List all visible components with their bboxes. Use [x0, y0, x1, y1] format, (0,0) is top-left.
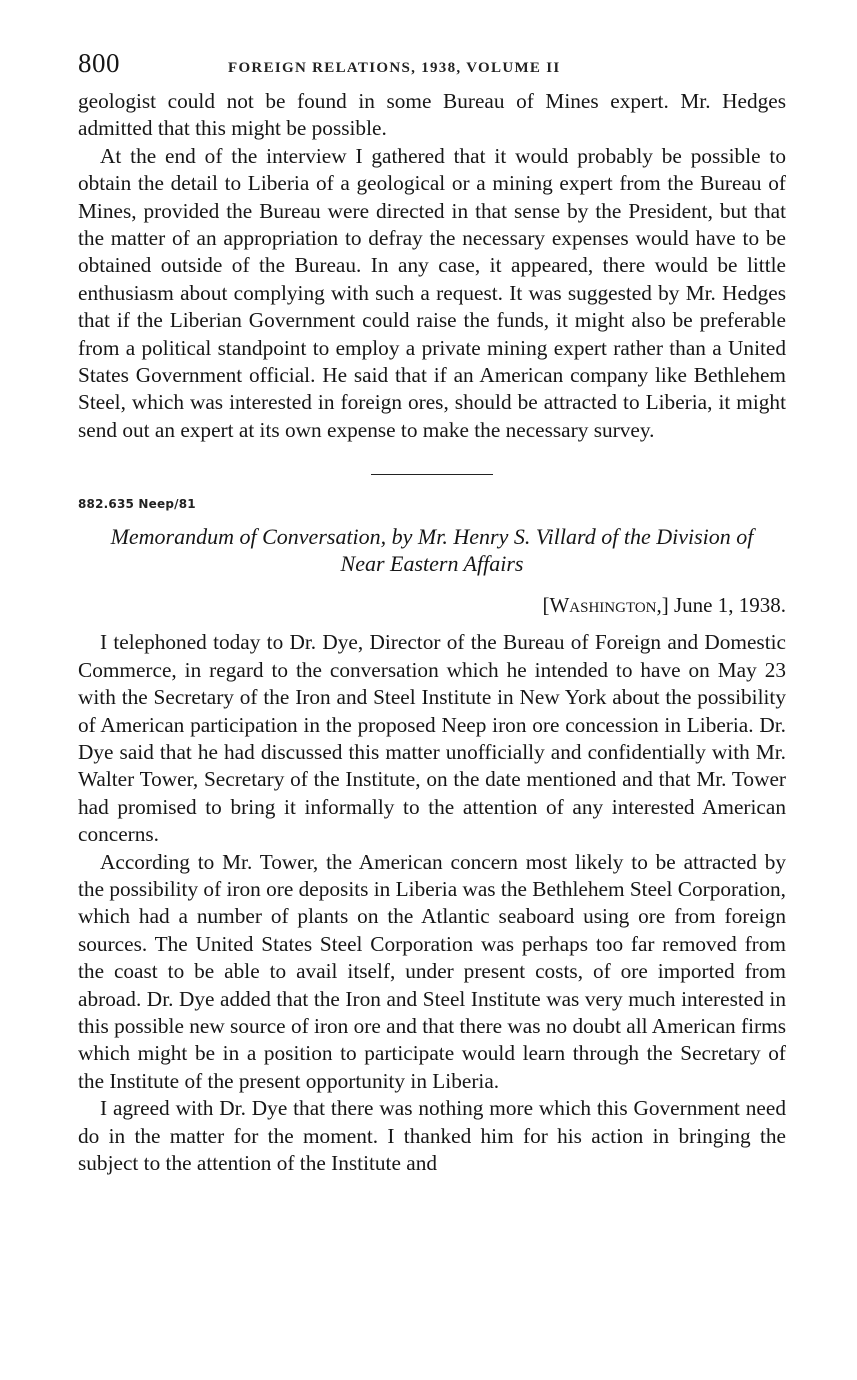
memo-paragraph: According to Mr. Tower, the American concern most likely to be attracted by the possibility of iron ore deposits in Liberia was the Bethlehem Steel Corporation, which had a number of plants on the Atlantic seaboard using ore from foreign sources. The United States Steel Corporation was perhaps too far removed from the coast to be able to avail itself, under present costs, of ore imported from abroad. Dr. Dye added that the Iron and Steel Institute was very much interested in this possible new source of iron ore and that there was no doubt all American firms which might be in a position to participate would learn through the Secretary of the Institute of the present opportunity in Liberia.	[78, 849, 786, 1093]
page-number: 800	[78, 48, 120, 78]
section-divider	[371, 474, 493, 475]
dateline	[78, 593, 786, 618]
running-header-title: FOREIGN RELATIONS, 1938, VOLUME II	[228, 60, 561, 76]
continued-paragraph: geologist could not be found in some Bureau of Mines expert. Mr. Hedges admitted that this might be possible.	[78, 89, 786, 141]
document-page	[78, 48, 786, 1177]
running-header	[78, 48, 786, 88]
dateline-place: [Washington,]	[542, 593, 669, 618]
body-paragraph: At the end of the interview I gathered that it would probably be possible to obtain the detail to Liberia of a geological or a mining expert from the Bureau of Mines, provided the Bureau were directed in that sense by the President, but that the matter of an appropriation to defray the necessary expenses would have to be obtained outside of the Bureau. In any case, it appeared, there would be little enthusiasm about complying with such a request. It was suggested by Mr. Hedges that if the Liberian Government could raise the funds, it might also be preferable from a political standpoint to employ a private mining expert rather than a United States Government official. He said that if an American company like Bethlehem Steel, which was interested in foreign ores, should be attracted to Liberia, it might send out an expert at its own expense to make the necessary survey.	[78, 143, 786, 442]
memo-paragraph: I agreed with Dr. Dye that there was nothing more which this Government need do in the matter for the moment. I thanked him for his action in bringing the subject to the attention of the Institute and	[78, 1096, 786, 1175]
file-reference: 882.635 Neep/81	[78, 497, 196, 512]
memo-paragraph: I telephoned today to Dr. Dye, Director of the Bureau of Foreign and Domestic Commerce, in regard to the conversation which he intended to have on May 23 with the Secretary of the Iron and Steel Institute in New York about the possibility of American participation in the proposed Neep iron ore concession in Liberia. Dr. Dye said that he had discussed this matter unofficially and confidentially with Mr. Walter Tower, Secretary of the Institute, on the date mentioned and that Mr. Tower had promised to bring it informally to the attention of any interested American concerns.	[78, 630, 786, 847]
dateline-date: June 1, 1938.	[674, 593, 786, 618]
memorandum-title: Memorandum of Conversation, by Mr. Henry S. Villard of the Division of Near Eastern Affairs	[110, 524, 754, 577]
